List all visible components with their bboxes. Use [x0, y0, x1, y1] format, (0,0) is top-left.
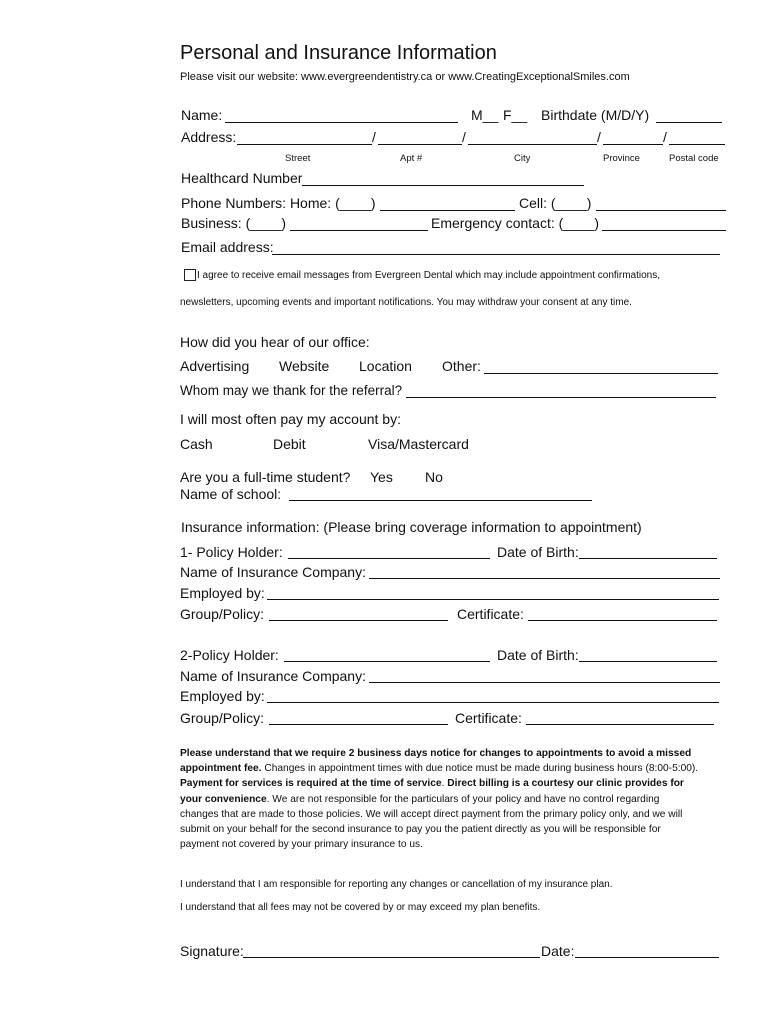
policy-paragraph [180, 746, 700, 852]
policy2-employed-label: Employed by: [180, 688, 265, 704]
referral-question: How did you hear of our office: [180, 334, 370, 350]
business-phone-label: Business: (____) [181, 215, 287, 231]
policy1-dob-label: Date of Birth: [497, 544, 579, 560]
city-caption: City [514, 153, 531, 164]
email-field[interactable] [272, 254, 720, 255]
policy-bold-3: Direct billing is a courtesy our clinic provides for your convenience [180, 778, 684, 805]
policy1-group-field[interactable] [269, 620, 448, 621]
payment-visa-option[interactable]: Visa/Mastercard [368, 436, 469, 452]
school-label: Name of school: [180, 486, 282, 502]
referral-thank-field[interactable] [406, 397, 716, 398]
policy1-company-label: Name of Insurance Company: [180, 564, 366, 580]
healthcard-label: Healthcard Number [181, 170, 303, 186]
referral-other-option[interactable]: Other: [442, 358, 481, 374]
address-label: Address: [181, 129, 237, 145]
consent-text-line2: newsletters, upcoming events and important notifications. You may withdraw your consent at any time. [180, 297, 632, 308]
policy-bold-1: Please understand that we require 2 business days notice for changes to appointments to avoid a missed appointment fee. [180, 748, 692, 775]
policy1-cert-field[interactable] [528, 620, 717, 621]
signature-label: Signature: [180, 943, 244, 959]
website-line: Please visit our website: www.evergreendentistry.ca or www.CreatingExceptionalSmiles.com [180, 71, 630, 83]
student-no-option[interactable]: No [425, 469, 443, 485]
payment-question: I will most often pay my account by: [180, 411, 401, 427]
name-label: Name: [181, 107, 223, 123]
payment-debit-option[interactable]: Debit [273, 436, 306, 452]
separator: / [372, 129, 376, 145]
apt-field[interactable] [378, 144, 462, 145]
student-question: Are you a full-time student? [180, 469, 351, 485]
female-option[interactable]: F__ [503, 107, 528, 123]
postal-field[interactable] [669, 144, 725, 145]
policy2-cert-label: Certificate: [455, 710, 522, 726]
insurance-heading: Insurance information: (Please bring coverage information to appointment) [181, 519, 642, 535]
policy-text-2: . [441, 778, 448, 790]
cell-phone-field[interactable] [596, 210, 726, 211]
policy1-company-field[interactable] [369, 578, 720, 579]
school-field[interactable] [289, 500, 592, 501]
payment-cash-option[interactable]: Cash [180, 436, 213, 452]
city-field[interactable] [468, 144, 597, 145]
policy-text-1: Changes in appointment times with due notice must be made during business hours (8:00-5:00). [261, 763, 699, 775]
policy2-dob-label: Date of Birth: [497, 647, 579, 663]
policy-bold-2: Payment for services is required at the time of service [180, 778, 442, 790]
policy1-holder-field[interactable] [288, 558, 490, 559]
policy-text-3: . We are not responsible for the particulars of your policy and have no control regarding changes that are made to those policies. We will accept direct payment from the primary policy only, and we will submit on your behalf for the second insurance to pay you the patient directly as you will be responsible for payment not covered by your primary insurance to us. [180, 793, 683, 851]
home-phone-field[interactable] [380, 210, 515, 211]
province-field[interactable] [603, 144, 663, 145]
postal-caption: Postal code [669, 153, 719, 164]
name-field[interactable] [225, 122, 458, 123]
policy2-cert-field[interactable] [526, 724, 714, 725]
business-phone-field[interactable] [290, 230, 428, 231]
healthcard-field[interactable] [302, 185, 584, 186]
referral-advertising-option[interactable]: Advertising [180, 358, 250, 374]
policy2-company-label: Name of Insurance Company: [180, 668, 366, 684]
separator: / [597, 129, 601, 145]
page-title: Personal and Insurance Information [180, 42, 497, 64]
policy1-employed-label: Employed by: [180, 585, 265, 601]
policy-acknowledge-changes: I understand that I am responsible for reporting any changes or cancellation of my insurance plan. [180, 879, 613, 890]
student-yes-option[interactable]: Yes [370, 469, 393, 485]
consent-text-line1: I agree to receive email messages from Evergreen Dental which may include appointment confirmations, [197, 270, 660, 281]
emergency-contact-field[interactable] [602, 230, 726, 231]
date-label: Date: [541, 943, 575, 959]
referral-thank-label: Whom may we thank for the referral? [180, 383, 403, 398]
home-phone-label: Phone Numbers: Home: (____) [181, 195, 376, 211]
policy2-employed-field[interactable] [267, 702, 719, 703]
policy2-group-label: Group/Policy: [180, 710, 265, 726]
street-caption: Street [285, 153, 311, 164]
policy1-group-label: Group/Policy: [180, 606, 265, 622]
date-field[interactable] [575, 957, 719, 958]
policy2-group-field[interactable] [269, 724, 448, 725]
province-caption: Province [603, 153, 640, 164]
male-option[interactable]: M__ [471, 107, 499, 123]
policy1-holder-label: 1- Policy Holder: [180, 544, 283, 560]
policy-acknowledge-fees: I understand that all fees may not be covered by or may exceed my plan benefits. [180, 902, 541, 913]
signature-field[interactable] [243, 957, 540, 958]
policy1-cert-label: Certificate: [457, 606, 524, 622]
policy2-holder-field[interactable] [284, 661, 490, 662]
cell-phone-label: Cell: (____) [519, 195, 592, 211]
policy1-employed-field[interactable] [267, 599, 719, 600]
email-label: Email address: [181, 239, 274, 255]
policy2-dob-field[interactable] [579, 661, 717, 662]
emergency-contact-label: Emergency contact: (____) [431, 215, 600, 231]
policy2-company-field[interactable] [369, 682, 720, 683]
birthdate-label: Birthdate (M/D/Y) [541, 107, 650, 123]
street-field[interactable] [237, 144, 372, 145]
referral-location-option[interactable]: Location [359, 358, 412, 374]
policy1-dob-field[interactable] [579, 558, 717, 559]
apt-caption: Apt # [400, 153, 423, 164]
separator: / [663, 129, 667, 145]
referral-other-field[interactable] [484, 373, 718, 374]
birthdate-field[interactable] [656, 122, 722, 123]
consent-checkbox[interactable] [184, 269, 196, 281]
policy2-holder-label: 2-Policy Holder: [180, 647, 279, 663]
separator: / [462, 129, 466, 145]
referral-website-option[interactable]: Website [279, 358, 330, 374]
